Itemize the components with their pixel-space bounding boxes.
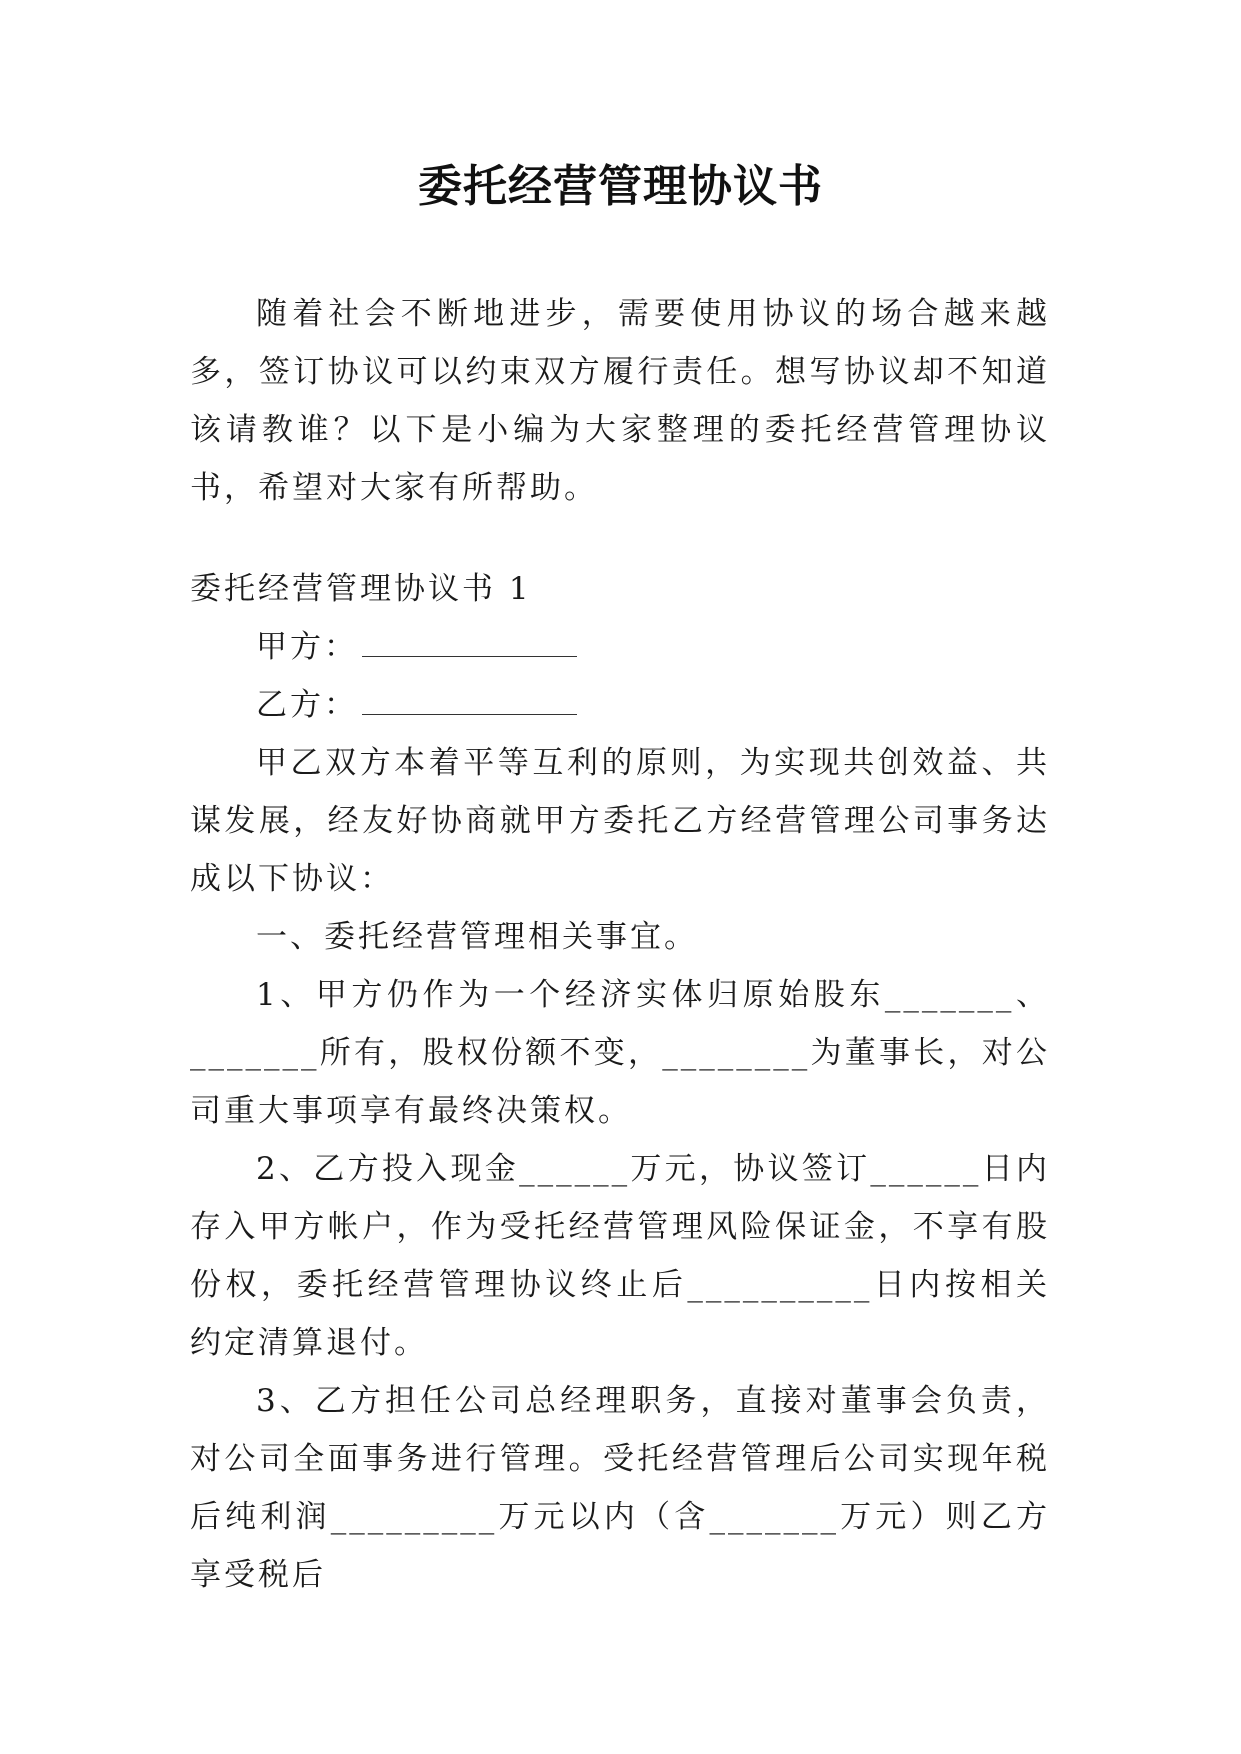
document-title: 委托经营管理协议书 [418,161,823,212]
party-a-label: 甲方： [256,629,358,665]
preamble-paragraph: 甲乙双方本着平等互利的原则，为实现共创效益、共谋发展，经友好协商就甲方委托乙方经营管理公司事务达成以下协议： [190,745,1050,897]
document-body [190,285,1050,1604]
spacer [190,517,1050,560]
party-b-line [190,676,1050,734]
party-a-blank[interactable] [362,626,577,657]
clause-3: 3、乙方担任公司总经理职务，直接对董事会负责，对公司全面事务进行管理。受托经营管理后公司实现年税后纯利润_________万元以内（含_______万元）则乙方享受税后 [190,1383,1050,1593]
intro-paragraph: 随着社会不断地进步，需要使用协议的场合越来越多，签订协议可以约束双方履行责任。想写协议却不知道该请教谁？以下是小编为大家整理的委托经营管理协议书，希望对大家有所帮助。 [190,296,1050,506]
section-title: 委托经营管理协议书 1 [190,571,532,607]
clause-2: 2、乙方投入现金______万元，协议签订______日内存入甲方帐户，作为受托经营管理风险保证金，不享有股份权，委托经营管理协议终止后__________日内按相关约定清算退付。 [190,1151,1050,1361]
clause-1: 1、甲方仍作为一个经济实体归原始股东_______、_______所有，股权份额不变，________为董事长，对公司重大事项享有最终决策权。 [190,977,1050,1129]
party-a-line [190,618,1050,676]
party-b-label: 乙方： [256,687,358,723]
party-b-blank[interactable] [362,684,577,715]
clause-heading: 一、委托经营管理相关事宜。 [256,919,698,955]
